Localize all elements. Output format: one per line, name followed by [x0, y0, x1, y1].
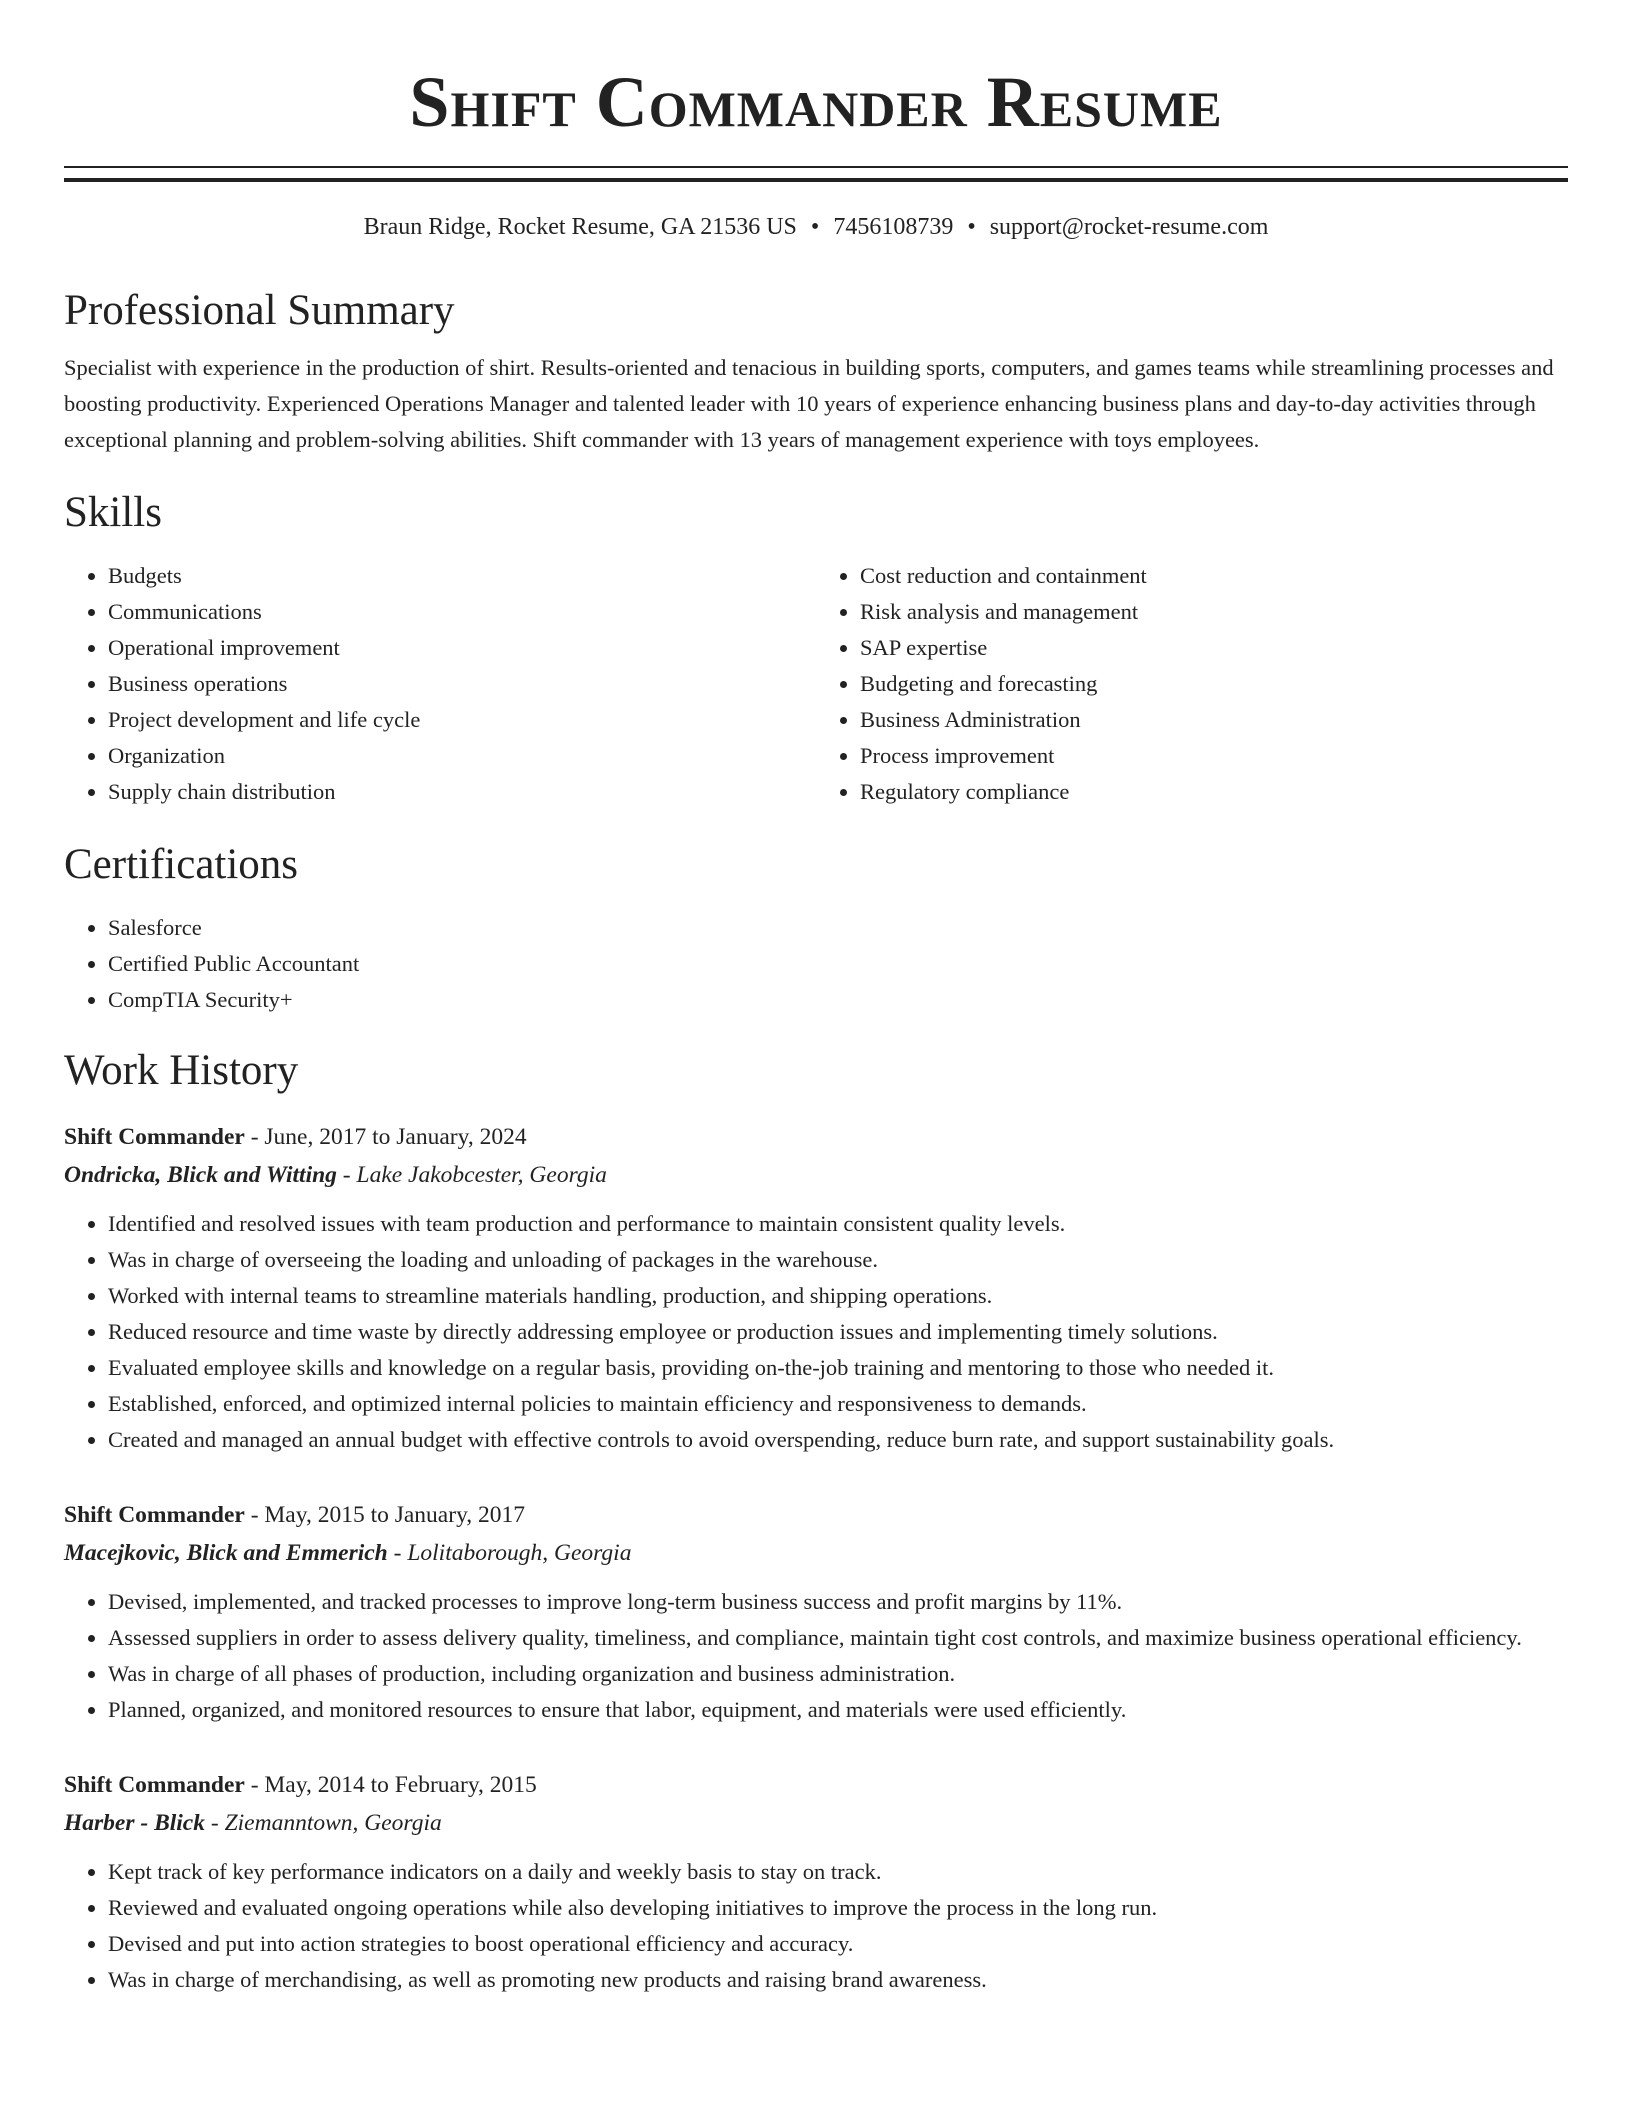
- job-role: Shift Commander: [64, 1124, 245, 1150]
- work-history-heading: Work History: [64, 1047, 299, 1094]
- job-bullet: • Planned, organized, and monitored resources to ensure that labor, equipment, and materials were used efficiently.: [108, 1692, 1568, 1728]
- job-entry: [64, 1118, 1568, 1458]
- skills-list-right: [816, 558, 1568, 810]
- job-bullet: • Created and managed an annual budget with effective controls to avoid overspending, reduce burn rate, and support sustainability goals.: [108, 1422, 1568, 1458]
- job-company: Harber - Blick: [64, 1810, 205, 1836]
- resume-title: Shift Commander Resume: [409, 62, 1223, 142]
- job-bullet: • Devised and put into action strategies to boost operational efficiency and accuracy.: [108, 1926, 1568, 1962]
- skill-item: • Business Administration: [860, 702, 1568, 738]
- skills-list-left: [64, 558, 816, 810]
- skill-item: • Risk analysis and management: [860, 594, 1568, 630]
- job-title-line: [64, 1766, 1568, 1804]
- job-bullet: • Was in charge of merchandising, as well as promoting new products and raising brand awareness.: [108, 1962, 1568, 1998]
- contact-line: [64, 210, 1568, 244]
- job-dates: - May, 2015 to January, 2017: [244, 1502, 526, 1528]
- contact-phone: 7456108739: [833, 214, 954, 240]
- job-bullet: • Reviewed and evaluated ongoing operations while also developing initiatives to improve the process in the long run.: [108, 1890, 1568, 1926]
- job-dates: - June, 2017 to January, 2024: [244, 1124, 527, 1150]
- job-bullets: [64, 1854, 1568, 1998]
- job-bullet: • Worked with internal teams to streamline materials handling, production, and shipping operations.: [108, 1278, 1568, 1314]
- job-bullets: [64, 1206, 1568, 1458]
- skill-item: • Regulatory compliance: [860, 774, 1568, 810]
- job-bullet: • Was in charge of overseeing the loading and unloading of packages in the warehouse.: [108, 1242, 1568, 1278]
- job-bullet: • Was in charge of all phases of production, including organization and business administration.: [108, 1656, 1568, 1692]
- skill-item: • Cost reduction and containment: [860, 558, 1568, 594]
- job-bullet: • Evaluated employee skills and knowledge on a regular basis, providing on-the-job training and mentoring to those who needed it.: [108, 1350, 1568, 1386]
- job-bullet: • Devised, implemented, and tracked processes to improve long-term business success and profit margins by 11%.: [108, 1584, 1568, 1620]
- skill-item: • SAP expertise: [860, 630, 1568, 666]
- job-bullets: [64, 1584, 1568, 1728]
- job-bullet: • Assessed suppliers in order to assess delivery quality, timeliness, and compliance, maintain tight cost controls, and maximize business operational efficiency.: [108, 1620, 1568, 1656]
- skill-item: • Business operations: [108, 666, 816, 702]
- contact-separator: •: [810, 214, 820, 240]
- job-location: - Ziemanntown, Georgia: [205, 1810, 442, 1836]
- job-company-line: [64, 1156, 1568, 1194]
- contact-email: support@rocket-resume.com: [989, 214, 1269, 240]
- skill-item: • Budgeting and forecasting: [860, 666, 1568, 702]
- skill-item: • Operational improvement: [108, 630, 816, 666]
- certifications-list: [64, 910, 1568, 1018]
- job-bullet: • Identified and resolved issues with team production and performance to maintain consistent quality levels.: [108, 1206, 1568, 1242]
- skill-item: • Project development and life cycle: [108, 702, 816, 738]
- job-role: Shift Commander: [64, 1772, 245, 1798]
- certification-item: • Certified Public Accountant: [108, 946, 1568, 982]
- job-location: - Lake Jakobcester, Georgia: [336, 1162, 607, 1188]
- skill-item: • Supply chain distribution: [108, 774, 816, 810]
- skills-heading: Skills: [64, 489, 162, 536]
- job-role: Shift Commander: [64, 1502, 245, 1528]
- certification-item: • CompTIA Security+: [108, 982, 1568, 1018]
- job-entry: [64, 1766, 1568, 1998]
- job-bullet: • Established, enforced, and optimized internal policies to maintain efficiency and responsiveness to demands.: [108, 1386, 1568, 1422]
- skill-item: • Organization: [108, 738, 816, 774]
- contact-address: Braun Ridge, Rocket Resume, GA 21536 US: [363, 214, 797, 240]
- skill-item: • Process improvement: [860, 738, 1568, 774]
- job-bullet: • Kept track of key performance indicators on a daily and weekly basis to stay on track.: [108, 1854, 1568, 1890]
- title-divider: [64, 166, 1568, 182]
- job-bullet: • Reduced resource and time waste by directly addressing employee or production issues and implementing timely solutions.: [108, 1314, 1568, 1350]
- job-location: - Lolitaborough, Georgia: [387, 1540, 632, 1566]
- summary-text: Specialist with experience in the production of shirt. Results-oriented and tenacious in building sports, computers, and games teams while streamlining processes and boosting productivity. Experienced Operations Manager and talented leader with 10 years of experience enhancing business plans and day-to-day activities through exceptional planning and problem-solving abilities. Shift commander with 13 years of management experience with toys employees.: [64, 355, 1554, 452]
- job-company-line: [64, 1804, 1568, 1842]
- skill-item: • Budgets: [108, 558, 816, 594]
- contact-separator: •: [967, 214, 976, 240]
- job-company: Ondricka, Blick and Witting: [64, 1162, 337, 1188]
- summary-heading: Professional Summary: [64, 287, 455, 334]
- job-title-line: [64, 1118, 1568, 1156]
- skills-columns: [64, 558, 1568, 810]
- job-entry: [64, 1496, 1568, 1728]
- job-title-line: [64, 1496, 1568, 1534]
- job-dates: - May, 2014 to February, 2015: [244, 1772, 537, 1798]
- skill-item: • Communications: [108, 594, 816, 630]
- certifications-heading: Certifications: [64, 841, 299, 888]
- certification-item: • Salesforce: [108, 910, 1568, 946]
- job-company-line: [64, 1534, 1568, 1572]
- job-company: Macejkovic, Blick and Emmerich: [64, 1540, 388, 1566]
